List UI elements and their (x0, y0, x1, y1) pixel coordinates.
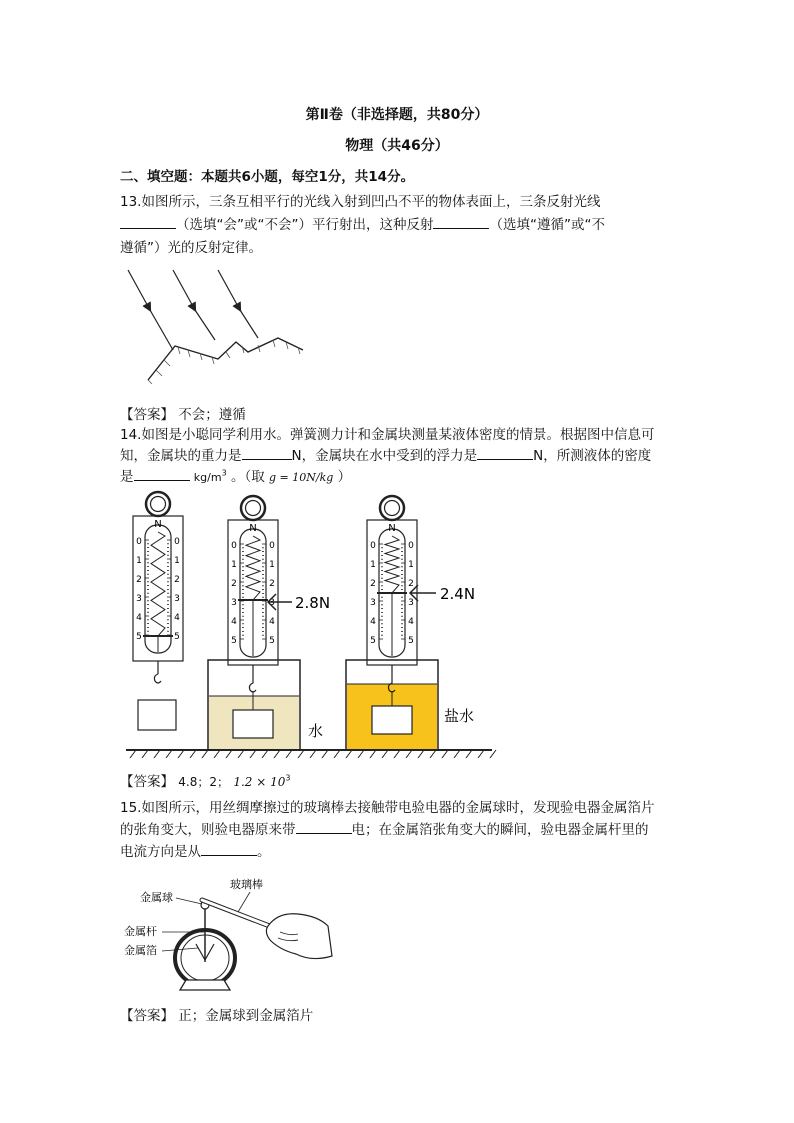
q14-text-d: 是 (120, 469, 134, 485)
scale-tick-label: 2 (231, 579, 237, 589)
scale-unit-n: N (249, 523, 257, 534)
q14-text-e: 。（取 (230, 469, 265, 485)
answer-label: 【答案】 (120, 774, 174, 790)
gravity-constant: g = 10N/kg (269, 471, 334, 484)
q13-line2-text-a: （选填“会”或“不会”）平行射出，这种反射 (176, 217, 434, 233)
q14-line3 (120, 465, 351, 485)
scale-tick-label: 3 (269, 598, 275, 608)
hook-1 (154, 661, 161, 683)
q14-answer-text: 4.8；2； (178, 775, 230, 789)
reading-water: 2.8N (295, 594, 331, 612)
scale-tick-label: 5 (231, 636, 237, 646)
q13-answer-text: 不会；遵循 (178, 407, 246, 423)
spring (151, 532, 165, 652)
scale-tick-label: 4 (136, 613, 142, 623)
incident-ray-1 (128, 270, 150, 310)
q15-blank-2[interactable] (201, 843, 257, 856)
scale-tick-label: 2 (136, 575, 142, 585)
q14-text-a: 知，金属块的重力是 (120, 448, 242, 464)
subject-title: 物理（共46分） (345, 138, 449, 154)
label-saltwater: 盐水 (444, 707, 475, 725)
q14-text-c: N，所测液体的密度 (533, 448, 652, 464)
scale-tick-label: 4 (231, 617, 237, 627)
scale-tick-label: 0 (231, 541, 237, 551)
scale-tick-label: 1 (370, 560, 376, 570)
q15-electroscope-figure (120, 872, 340, 992)
q15-text-d: 。 (257, 844, 271, 860)
scale-tick-label: 4 (370, 617, 376, 627)
q14-blank-1[interactable] (242, 447, 292, 460)
q13-line1: 13.如图所示，三条互相平行的光线入射到凹凸不平的物体表面上，三条反射光线 (120, 194, 601, 210)
q13-line2-text-b: （选填“遵循”或“不 (489, 217, 605, 233)
label-glass-rod: 玻璃棒 (230, 878, 263, 891)
spring (246, 536, 260, 656)
density-unit: kg/m (193, 471, 222, 484)
scale-tick-label: 5 (174, 632, 180, 642)
scale-tick-label: 0 (408, 541, 414, 551)
scale-tick-label: 1 (136, 556, 142, 566)
scale-tick-label: 4 (408, 617, 414, 627)
q14-blank-2[interactable] (477, 447, 533, 460)
hook-2 (249, 665, 256, 692)
label-metal-ball: 金属球 (140, 891, 173, 904)
hand (266, 914, 332, 959)
label-water: 水 (308, 722, 324, 740)
scale-tick-label: 0 (269, 541, 275, 551)
scale-tick-label: 0 (136, 537, 142, 547)
q13-reflection-figure (118, 262, 338, 392)
section-title: 第Ⅱ卷（非选择题，共80分） (305, 107, 489, 123)
q14-answer (120, 770, 290, 790)
q15-text-a: 的张角变大，则验电器原来带 (120, 822, 296, 838)
scale-tick-label: 3 (408, 598, 414, 608)
q13-line2 (120, 213, 605, 233)
scale-tick-label: 2 (370, 579, 376, 589)
scale-tick-label: 5 (136, 632, 142, 642)
scale-tick-label: 1 (231, 560, 237, 570)
label-metal-foil: 金属箔 (124, 944, 157, 957)
scale-tick-label: 3 (174, 594, 180, 604)
scale-tick-label: 3 (231, 598, 237, 608)
q13-line3: 遵循”）光的反射定律。 (120, 240, 262, 256)
q13-blank-1[interactable] (120, 216, 176, 229)
q15-line2 (120, 818, 649, 838)
reading-saltwater: 2.4N (440, 585, 476, 603)
answer-label: 【答案】 (120, 407, 174, 423)
scale-unit-n: N (388, 523, 396, 534)
scale-tick-label: 2 (174, 575, 180, 585)
rough-surface (148, 338, 303, 380)
incident-ray-2 (173, 270, 195, 310)
q14-text-b: N，金属块在水中受到的浮力是 (291, 448, 478, 464)
density-unit-exp: 3 (221, 468, 227, 478)
scale-tick-label: 1 (408, 560, 414, 570)
electroscope-base (180, 980, 230, 990)
q14-line1: 14.如图是小聪同学利用水。弹簧测力计和金属块测量某液体密度的情景。根据图中信息可 (120, 427, 655, 443)
scale-tick-label: 2 (269, 579, 275, 589)
q14-text-f: ） (337, 469, 352, 485)
metal-block-saltwater (372, 706, 412, 734)
scale-tick-label: 4 (269, 617, 275, 627)
q15-text-b: 电；在金属箔张角变大的瞬间，验电器金属杆里的 (351, 822, 649, 838)
spring (385, 536, 399, 656)
scale-tick-label: 0 (174, 537, 180, 547)
scale-tick-label: 5 (269, 636, 275, 646)
q14-spring-scale-figure (120, 488, 500, 758)
q14-answer-density: 1.2 × 10 (233, 775, 286, 789)
scale-tick-label: 5 (408, 636, 414, 646)
metal-block-air (138, 700, 176, 730)
reading-arrow-3 (410, 585, 436, 601)
part-title: 二、填空题：本题共6小题，每空1分，共14分。 (120, 169, 415, 185)
scale-tick-label: 1 (269, 560, 275, 570)
q14-blank-3[interactable] (134, 468, 190, 481)
scale-unit-n: N (154, 519, 162, 530)
q15-answer-text: 正；金属球到金属箔片 (178, 1008, 314, 1024)
scale-tick-label: 3 (370, 598, 376, 608)
q14-answer-exp: 3 (285, 773, 291, 783)
q15-blank-1[interactable] (296, 821, 352, 834)
metal-block-water (233, 710, 273, 738)
q15-text-c: 电流方向是从 (120, 844, 201, 860)
label-metal-stem: 金属杆 (124, 925, 157, 938)
q15-line1: 15.如图所示，用丝绸摩擦过的玻璃棒去接触带电验电器的金属球时，发现验电器金属箔片 (120, 800, 655, 816)
incident-ray-3 (218, 270, 240, 310)
scale-tick-label: 5 (370, 636, 376, 646)
q13-blank-2[interactable] (433, 216, 489, 229)
answer-label: 【答案】 (120, 1008, 174, 1024)
scale-tick-label: 4 (174, 613, 180, 623)
scale-tick-label: 1 (174, 556, 180, 566)
scale-tick-label: 2 (408, 579, 414, 589)
scale-tick-label: 3 (136, 594, 142, 604)
q14-line2 (120, 444, 651, 464)
q13-answer (120, 403, 246, 423)
q15-line3 (120, 840, 271, 860)
scale-tick-label: 0 (370, 541, 376, 551)
q15-answer (120, 1004, 313, 1024)
